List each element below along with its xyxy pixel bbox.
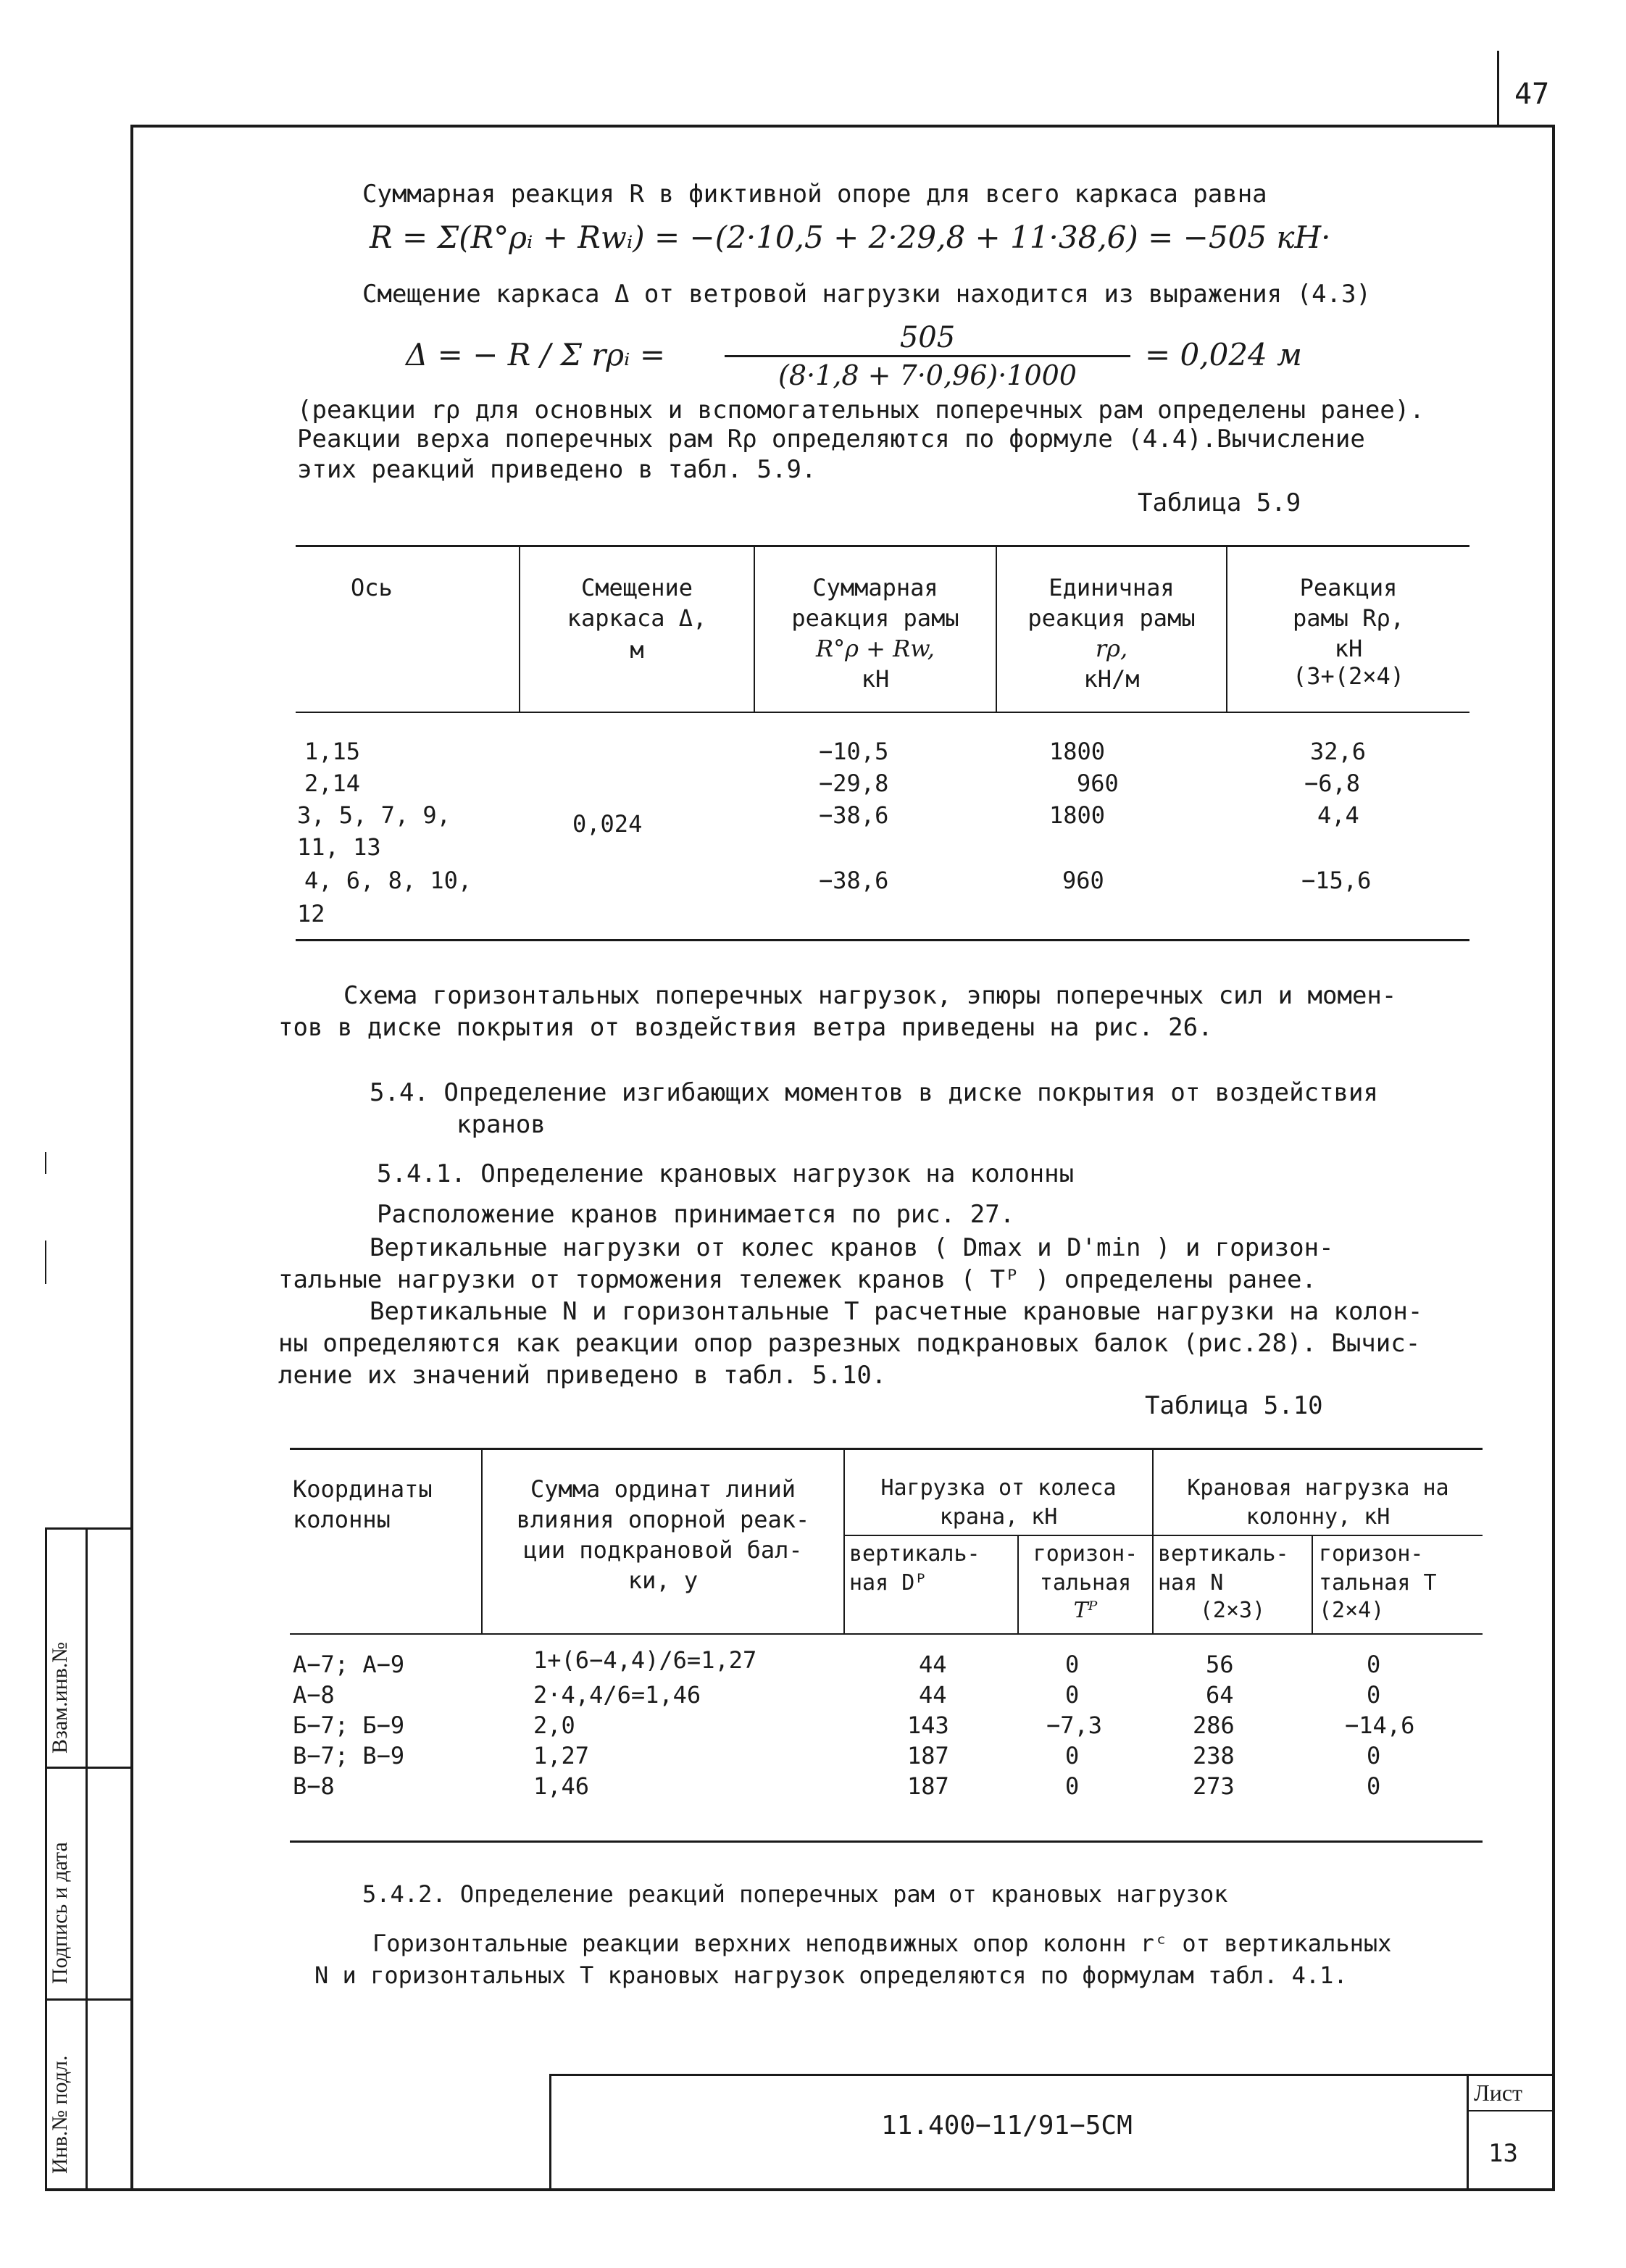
margin-mark-2 [45,1241,46,1284]
stamp-sheet-rule [1467,2110,1555,2111]
table59-row3-sum: −38,6 [819,801,889,829]
table510-row3-cv: 286 [1193,1712,1235,1739]
table510-row4-sum: 1,27 [533,1742,590,1769]
table510-row3-coord: Б−7; Б−9 [293,1712,405,1739]
table59-row1-react: 32,6 [1310,738,1367,765]
formula-delta-left: Δ = − R / Σ rρᵢ = [406,337,666,372]
para2-line2: тов в диске покрытия от воздействия ветра приведены на рис. 26. [278,1013,1213,1042]
para1-intro: Суммарная реакция R в фиктивной опоре для всего каркаса равна [362,180,1267,209]
table510-h-wheel-v-2: ная Dᴾ [849,1570,928,1596]
table59-row2-unit: 960 [1077,770,1119,797]
table510-vline-5 [1312,1536,1313,1633]
formula-R: R = Σ(R°ρᵢ + Rwᵢ) = −(2·10,5 + 2·29,8 + 11·38,6) = −505 кН· [370,220,1331,255]
section541-l2: Вертикальные нагрузки от колес кранов ( Dmax и D'min ) и горизон- [370,1233,1334,1262]
page-number-divider [1497,51,1499,126]
side-label-signature-date: Подпись и дата [48,1842,72,1984]
table59-row2-axis: 2,14 [304,770,361,797]
table510-h-coord-1: Координаты [293,1475,433,1503]
table59-header-react-2: рамы Rρ, [1292,604,1405,632]
table510-h-col-v-1: вертикаль- [1158,1541,1289,1567]
section54-line1: 5.4. Определение изгибающих моментов в диске покрытия от воздействия [370,1078,1378,1107]
section541-l5: ны определяются как реакции опор разрезных подкрановых балок (рис.28). Вычис- [278,1329,1421,1358]
side-stamp-right [86,1527,88,2191]
table510-h-wheel-v-1: вертикаль- [849,1541,980,1567]
para1-line3: этих реакций приведено в табл. 5.9. [297,455,817,484]
sheet-label: Лист [1474,2080,1523,2106]
frame-bottom [45,2188,1555,2191]
table510-row2-wh: 0 [1065,1681,1080,1709]
section541-l6: ление их значений приведено в табл. 5.10. [278,1361,887,1390]
table59-header-unit-2: реакция рамы [1027,604,1196,632]
table59-row3-unit: 1800 [1049,801,1106,829]
table510-row2-cv: 64 [1206,1681,1234,1709]
table59-header-sum-1: Суммарная [812,574,938,601]
table59-header-react-3: кН [1334,635,1363,662]
table59-header-unit-3: rρ, [1095,635,1128,662]
table510-row2-ch: 0 [1367,1681,1381,1709]
table59-header-unit-1: Единичная [1048,574,1175,601]
table59-row4-react: −15,6 [1301,867,1372,894]
table59-row1-sum: −10,5 [819,738,889,765]
table59-row4-axis-1: 4, 6, 8, 10, [304,867,472,894]
table510-row4-cv: 238 [1193,1742,1235,1769]
table510-h-sum-2: влияния опорной реак- [516,1506,810,1533]
para2-line1: Схема горизонтальных поперечных нагрузок, эпюры поперечных сил и момен- [343,981,1397,1010]
table510-h-col-v-2: ная N [1158,1570,1224,1596]
table510-row4-wh: 0 [1065,1742,1080,1769]
table510-h-wheel-h-3: Tᴾ [1073,1598,1098,1623]
side-stamp-div2 [45,1998,130,2001]
table510-row3-sum: 2,0 [533,1712,575,1739]
table510-row4-coord: В−7; В−9 [293,1742,405,1769]
table59-row3-react: 4,4 [1317,801,1359,829]
section542-title: 5.4.2. Определение реакций поперечных рам от крановых нагрузок [362,1880,1228,1908]
table59-row1-axis: 1,15 [304,738,361,765]
table510-h-col: Крановая нагрузка на колонну, кН [1187,1475,1449,1530]
table510-row2-coord: А−8 [293,1681,335,1709]
table510-h-sum-3: ции подкрановой бал- [523,1536,803,1564]
side-label-inv-podl: Инв.№ подл. [48,2055,72,2174]
table59-row4-unit: 960 [1062,867,1104,894]
margin-mark-1 [45,1152,46,1174]
table59-header-shift-3: м [630,636,644,664]
table59-row2-react: −6,8 [1304,770,1361,797]
table510-row4-ch: 0 [1367,1742,1381,1769]
section541-title: 5.4.1. Определение крановых нагрузок на колонны [377,1159,1075,1188]
table59-header-react-1: Реакция [1299,574,1398,601]
table510-row3-wh: −7,3 [1046,1712,1103,1739]
table510-h-coord-2: колонны [293,1506,391,1533]
table59-row3-axis-1: 3, 5, 7, 9, [297,801,451,829]
frame-right [1552,125,1555,2191]
side-stamp-top [45,1527,130,1530]
table510-row1-cv: 56 [1206,1651,1234,1678]
table510-row1-sum: 1+(6−4,4)/6=1,27 [533,1646,757,1674]
table510-h-sum-4: ки, y [628,1567,699,1594]
table510-row1-ch: 0 [1367,1651,1381,1678]
table59-shift-value: 0,024 [572,810,643,838]
stamp-left [549,2074,551,2190]
side-stamp-left [45,1527,47,2191]
table59-row4-axis-2: 12 [297,900,325,927]
table510-row5-wv: 187 [907,1772,949,1800]
frame-top [130,125,1555,128]
table59-header-shift-2: каркаса Δ, [567,604,707,632]
table59-caption: Таблица 5.9 [1138,488,1301,517]
table59-header-unit-4: кН/м [1083,665,1140,693]
table59-header-rule [296,712,1469,713]
table59-row1-unit: 1800 [1049,738,1106,765]
table510-row3-wv: 143 [907,1712,949,1739]
table510-sub-rule [843,1535,1483,1536]
table510-row2-wv: 44 [919,1681,947,1709]
sheet-number: 13 [1488,2139,1518,2168]
table59-header-react-4: (3+(2×4) [1292,662,1405,690]
table510-row5-coord: В−8 [293,1772,335,1800]
table510-h-wheel-h-1: горизон- [1033,1541,1138,1567]
stamp-sheet-divider [1467,2074,1469,2190]
table510-h-wheel: Нагрузка от колеса крана, кН [880,1475,1117,1530]
table510-row5-cv: 273 [1193,1772,1235,1800]
table510-row1-coord: А−7; А−9 [293,1651,405,1678]
table510-h-sum-1: Сумма ординат линий [530,1475,796,1503]
table59-header-sum-4: кН [861,665,890,693]
side-label-vzam-inv: Взам.инв.№ [48,1641,72,1754]
table510-h-col-v-3: (2×3) [1199,1598,1266,1623]
section541-l4: Вертикальные N и горизонтальные T расчетные крановые нагрузки на колон- [370,1297,1423,1326]
section542-l2: N и горизонтальных T крановых нагрузок определяются по формулам табл. 4.1. [314,1961,1348,1989]
table510-top-rule [290,1448,1483,1450]
table59-row3-axis-2: 11, 13 [297,833,381,861]
table510-h-col-h-2: тальная T [1319,1570,1437,1596]
table59-top-rule [296,545,1469,547]
table59-header-sum-3: R°ρ + Rw, [816,635,935,662]
stamp-top [549,2074,1555,2076]
fraction-bar [725,355,1130,357]
table510-header-rule [290,1633,1483,1635]
table510-row5-sum: 1,46 [533,1772,590,1800]
section541-l3: тальные нагрузки от торможения тележек кранов ( Tᴾ ) определены ранее. [278,1265,1317,1294]
table510-h-col-h-3: (2×4) [1319,1598,1385,1623]
table510-bottom-rule [290,1840,1483,1843]
formula-delta-right: = 0,024 м [1145,337,1302,372]
formula-delta-num: 505 [899,321,956,354]
table510-row5-wh: 0 [1065,1772,1080,1800]
table510-h-col-h-1: горизон- [1319,1541,1424,1567]
table510-row2-sum: 2·4,4/6=1,46 [533,1681,701,1709]
table510-row3-ch: −14,6 [1345,1712,1415,1739]
para1-line1: (реакции rρ для основных и вспомогательных поперечных рам определены ранее). [297,396,1425,425]
table510-row4-wv: 187 [907,1742,949,1769]
section541-l1: Расположение кранов принимается по рис. 27. [377,1200,1015,1229]
doc-code: 11.400−11/91−5СМ [881,2111,1133,2140]
para1-line2: Реакции верха поперечных рам Rρ определяются по формуле (4.4).Вычисление [297,425,1365,454]
table59-row4-sum: −38,6 [819,867,889,894]
table59-header-sum-2: реакция рамы [791,604,959,632]
side-stamp-div1 [45,1767,130,1769]
page-number: 47 [1514,78,1550,111]
table59-header-axis: Ось [351,574,393,601]
shift-intro: Смещение каркаса Δ от ветровой нагрузки находится из выражения (4.3) [362,280,1371,309]
table510-h-wheel-h-2: тальная [1039,1570,1132,1596]
table510-row5-ch: 0 [1367,1772,1381,1800]
table510-row1-wh: 0 [1065,1651,1080,1678]
frame-left [130,125,133,2191]
table59-bottom-rule [296,939,1469,941]
table510-caption: Таблица 5.10 [1145,1391,1323,1420]
table59-row2-sum: −29,8 [819,770,889,797]
table510-row1-wv: 44 [919,1651,947,1678]
section542-l1: Горизонтальные реакции верхних неподвижных опор колонн rᶜ от вертикальных [372,1930,1392,1957]
formula-delta-den: (8·1,8 + 7·0,96)·1000 [778,359,1077,391]
section54-line2: кранов [456,1110,546,1139]
table59-header-shift-1: Смещение [580,574,693,601]
